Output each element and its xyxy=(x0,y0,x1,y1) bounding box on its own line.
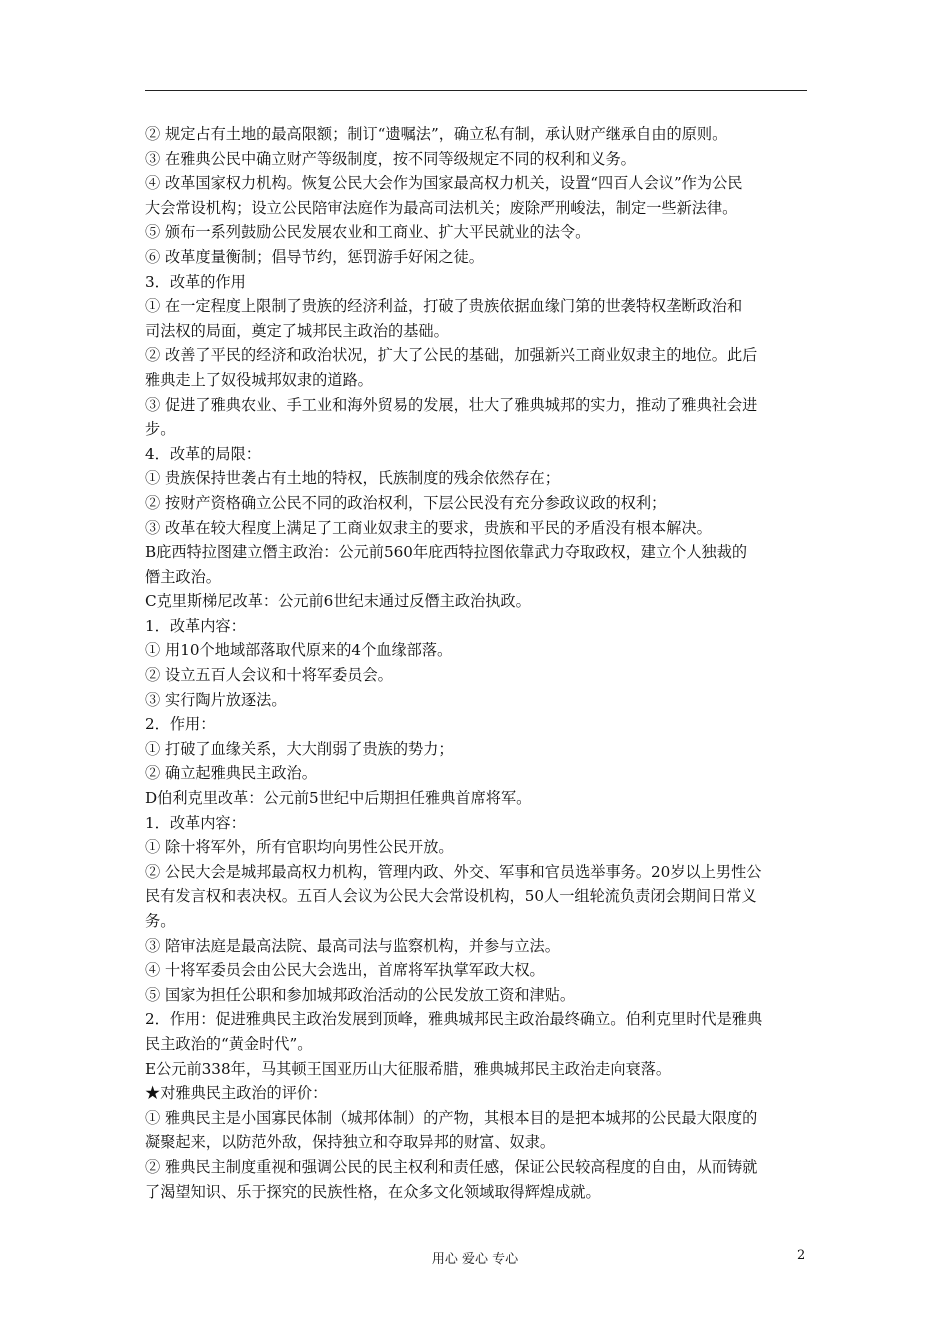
text-line: 1．改革内容： xyxy=(145,616,246,635)
text-line: ② 公民大会是城邦最高权力机构，管理内政、外交、军事和官员选举事务。20岁以上男性公 xyxy=(145,862,762,881)
text-line: 民有发言权和表决权。五百人会议为公民大会常设机构，50人一组轮流负责闭会期间日常义 xyxy=(145,887,757,906)
text-line: 步。 xyxy=(145,420,176,439)
text-line: ① 在一定程度上限制了贵族的经济利益，打破了贵族依据血缘门第的世袭特权垄断政治和 xyxy=(145,297,743,316)
text-line: C克里斯梯尼改革：公元前6世纪末通过反僭主政治执政。 xyxy=(145,592,531,611)
text-line: 4．改革的局限： xyxy=(145,444,261,463)
text-line: B庇西特拉图建立僭主政治：公元前560年庇西特拉图依靠武力夺取政权，建立个人独裁的 xyxy=(145,543,748,562)
text-line: ② 雅典民主制度重视和强调公民的民主权利和责任感，保证公民较高程度的自由，从而铸就 xyxy=(145,1157,758,1176)
text-line: 凝聚起来，以防范外敌，保持独立和夺取异邦的财富、奴隶。 xyxy=(145,1133,556,1152)
text-line: 僭主政治。 xyxy=(145,567,221,586)
text-line: ③ 促进了雅典农业、手工业和海外贸易的发展，壮大了雅典城邦的实力，推动了雅典社会进 xyxy=(145,395,758,414)
text-line: 民主政治的“黄金时代”。 xyxy=(145,1034,313,1053)
text-line: ② 改善了平民的经济和政治状况，扩大了公民的基础，加强新兴工商业奴隶主的地位。此后 xyxy=(145,346,758,365)
text-line: ② 按财产资格确立公民不同的政治权利，下层公民没有充分参政议政的权利； xyxy=(145,493,667,512)
text-line: E公元前338年，马其顿王国亚历山大征服希腊，雅典城邦民主政治走向衰落。 xyxy=(145,1059,672,1078)
text-line: ① 除十将军外，所有官职均向男性公民开放。 xyxy=(145,838,454,857)
text-line: ① 用10个地域部落取代原来的4个血缘部落。 xyxy=(145,641,453,660)
text-line: ② 规定占有土地的最高限额；制订“遗嘱法”，确立私有制，承认财产继承自由的原则。 xyxy=(145,125,728,143)
text-line: ★对雅典民主政治的评价： xyxy=(145,1084,328,1103)
text-line: ③ 在雅典公民中确立财产等级制度，按不同等级规定不同的权利和义务。 xyxy=(145,149,636,168)
text-line: 司法权的局面，奠定了城邦民主政治的基础。 xyxy=(145,321,449,340)
text-line: 大会常设机构；设立公民陪审法庭作为最高司法机关；废除严刑峻法，制定一些新法律。 xyxy=(145,198,738,217)
text-line: 2．作用： xyxy=(145,715,216,734)
text-line: ③ 陪审法庭是最高法院、最高司法与监察机构，并参与立法。 xyxy=(145,936,560,955)
footer-slogan: 用心 爱心 专心 xyxy=(431,1252,519,1267)
header-rule xyxy=(145,90,807,91)
text-line: ② 设立五百人会议和十将军委员会。 xyxy=(145,666,393,685)
text-line: 1．改革内容： xyxy=(145,813,246,832)
text-line: 2．作用：促进雅典民主政治发展到顶峰，雅典城邦民主政治最终确立。伯利克里时代是雅典 xyxy=(145,1010,763,1029)
text-line: ⑤ 颁布一系列鼓励公民发展农业和工商业、扩大平民就业的法令。 xyxy=(145,223,591,242)
text-line: ⑤ 国家为担任公职和参加城邦政治活动的公民发放工资和津贴。 xyxy=(145,985,576,1004)
document-body xyxy=(145,122,807,1204)
text-line: ⑥ 改革度量衡制；倡导节约，惩罚游手好闲之徒。 xyxy=(145,247,484,266)
text-line: 3．改革的作用 xyxy=(145,272,246,291)
text-line: ① 雅典民主是小国寡民体制（城邦体制）的产物，其根本目的是把本城邦的公民最大限度的 xyxy=(145,1108,758,1127)
text-line: 雅典走上了奴役城邦奴隶的道路。 xyxy=(145,370,373,389)
text-line: ③ 改革在较大程度上满足了工商业奴隶主的要求，贵族和平民的矛盾没有根本解决。 xyxy=(145,518,712,537)
text-line: ① 贵族保持世袭占有土地的特权，氏族制度的残余依然存在； xyxy=(145,469,560,488)
text-line: 务。 xyxy=(145,912,176,930)
text-line: D伯利克里改革：公元前5世纪中后期担任雅典首席将军。 xyxy=(145,789,532,808)
text-line: 了渴望知识、乐于探究的民族性格，在众多文化领域取得辉煌成就。 xyxy=(145,1182,601,1201)
text-line: ③ 实行陶片放逐法。 xyxy=(145,690,287,709)
text-line: ② 确立起雅典民主政治。 xyxy=(145,764,317,783)
text-line: ① 打破了血缘关系，大大削弱了贵族的势力； xyxy=(145,739,454,758)
text-line: ④ 改革国家权力机构。恢复公民大会作为国家最高权力机关，设置“四百人会议”作为公民 xyxy=(145,174,743,193)
page-number: 2 xyxy=(797,1248,806,1263)
text-line: ④ 十将军委员会由公民大会选出，首席将军执掌军政大权。 xyxy=(145,961,545,980)
